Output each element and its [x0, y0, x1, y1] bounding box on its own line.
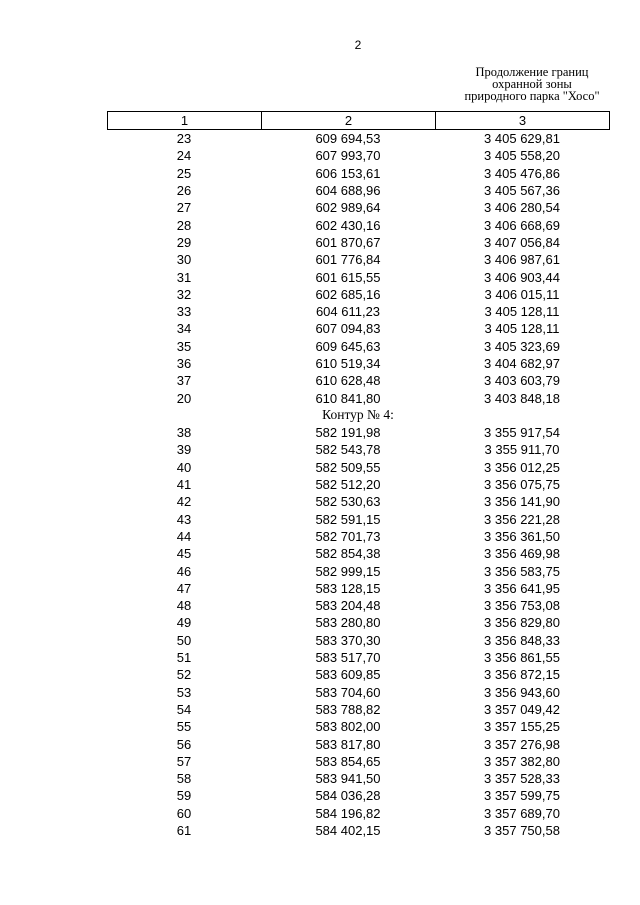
coordinate-x: 606 153,61: [315, 165, 381, 181]
coordinate-y: 3 405 567,36: [484, 183, 560, 199]
coordinate-y: 3 406 668,69: [484, 217, 560, 233]
point-number: 44: [176, 528, 192, 544]
coordinate-x: 607 094,83: [315, 321, 381, 337]
table-row: [107, 147, 609, 164]
coordinate-x: 609 694,53: [315, 131, 381, 147]
table-row: [107, 389, 609, 406]
coordinate-y: 3 406 015,11: [484, 286, 560, 302]
point-number: 35: [176, 338, 192, 354]
coordinate-x: 610 841,80: [315, 390, 381, 406]
table-row: [107, 493, 609, 510]
point-number: 56: [176, 736, 192, 752]
point-number: 24: [176, 148, 192, 164]
coordinate-x: 584 036,28: [315, 788, 381, 804]
table-row: [107, 165, 609, 182]
coordinate-y: 3 405 558,20: [484, 148, 560, 164]
table-row: [107, 372, 609, 389]
coordinate-y: 3 405 128,11: [484, 304, 560, 320]
point-number: 54: [176, 701, 192, 717]
coordinate-x: 582 191,98: [315, 425, 381, 441]
point-number: 26: [176, 183, 192, 199]
caption-line-3: природного парка "Хосо": [464, 89, 600, 103]
coordinate-y: 3 357 689,70: [484, 805, 560, 821]
coordinate-y: 3 356 829,80: [484, 615, 560, 631]
coordinate-y: 3 356 861,55: [484, 650, 560, 666]
coordinate-x: 601 776,84: [315, 252, 381, 268]
point-number: 41: [176, 477, 192, 493]
coordinate-x: 583 280,80: [315, 615, 381, 631]
point-number: 39: [176, 442, 192, 458]
coordinate-x: 601 870,67: [315, 234, 381, 250]
point-number: 38: [176, 425, 192, 441]
point-number: 59: [176, 788, 192, 804]
coordinate-x: 602 685,16: [315, 286, 381, 302]
coordinate-x: 610 628,48: [315, 373, 381, 389]
table-row: [107, 822, 609, 839]
coordinate-x: 601 615,55: [315, 269, 381, 285]
point-number: 51: [176, 650, 192, 666]
caption-line-1: Продолжение границ: [475, 65, 589, 79]
coordinate-y: 3 357 528,33: [484, 771, 560, 787]
coordinate-y: 3 357 049,42: [484, 701, 560, 717]
coordinate-y: 3 406 987,61: [484, 252, 560, 268]
table-row: [107, 528, 609, 545]
column-header-y: 3: [436, 112, 610, 130]
coordinate-x: 583 204,48: [315, 598, 381, 614]
coordinate-y: 3 355 911,70: [484, 442, 560, 458]
coordinate-x: 583 517,70: [315, 650, 381, 666]
coordinate-x: 584 196,82: [315, 805, 381, 821]
table-row: [107, 649, 609, 666]
coordinate-x: 583 802,00: [315, 719, 381, 735]
coordinate-x: 582 509,55: [315, 459, 381, 475]
coordinate-y: 3 356 753,08: [484, 598, 560, 614]
coordinate-y: 3 403 848,18: [484, 390, 560, 406]
point-number: 49: [176, 615, 192, 631]
coordinate-y: 3 356 848,33: [484, 632, 560, 648]
table-row: [107, 562, 609, 579]
table-row: [107, 355, 609, 372]
table-row: [107, 597, 609, 614]
coordinate-y: 3 405 629,81: [484, 131, 560, 147]
table-row: [107, 268, 609, 285]
coordinate-x: 609 645,63: [315, 338, 381, 354]
table-row: [107, 338, 609, 355]
coordinate-x: 583 609,85: [315, 667, 381, 683]
coordinate-y: 3 356 141,90: [484, 494, 560, 510]
coordinate-x: 610 519,34: [315, 356, 381, 371]
point-number: 45: [176, 546, 192, 562]
coordinate-y: 3 357 750,58: [484, 823, 560, 839]
coordinate-y: 3 407 056,84: [484, 234, 560, 250]
coordinate-x: 582 701,73: [315, 528, 381, 544]
point-number: 29: [176, 234, 192, 250]
point-number: 25: [176, 165, 192, 181]
point-number: 20: [176, 390, 192, 406]
table-row: [107, 580, 609, 597]
coordinate-y: 3 356 872,15: [484, 667, 560, 683]
coordinate-y: 3 356 221,28: [484, 511, 560, 527]
table-row: [107, 805, 609, 822]
table-row: [107, 753, 609, 770]
table-row: [107, 770, 609, 787]
coordinate-x: 602 430,16: [315, 217, 381, 233]
table-caption: [456, 66, 608, 102]
table-row: [107, 511, 609, 528]
coordinate-y: 3 405 323,69: [484, 338, 560, 354]
coordinate-x: 583 854,65: [315, 753, 381, 769]
point-number: 46: [176, 563, 192, 579]
point-number: 36: [176, 356, 192, 371]
coordinate-y: 3 406 903,44: [484, 269, 560, 285]
table-row: [107, 182, 609, 199]
point-number: 23: [176, 131, 192, 147]
coordinate-x: 582 543,78: [315, 442, 381, 458]
coordinate-y: 3 356 469,98: [484, 546, 560, 562]
table-row: [107, 286, 609, 303]
table-row: [107, 545, 609, 562]
coordinate-y: 3 357 599,75: [484, 788, 560, 804]
coordinate-y: 3 406 280,54: [484, 200, 560, 216]
table-row: [107, 701, 609, 718]
table-row: [107, 614, 609, 631]
point-number: 27: [176, 200, 192, 216]
table-row: [107, 234, 609, 251]
point-number: 40: [176, 459, 192, 475]
point-number: 48: [176, 598, 192, 614]
coordinate-x: 607 993,70: [315, 148, 381, 164]
point-number: 43: [176, 511, 192, 527]
coordinate-x: 583 817,80: [315, 736, 381, 752]
table-row: [107, 459, 609, 476]
table-row: [107, 251, 609, 268]
point-number: 34: [176, 321, 192, 337]
coordinate-y: 3 356 943,60: [484, 684, 560, 700]
coordinate-y: 3 356 012,25: [484, 459, 560, 475]
table-row: [107, 216, 609, 233]
point-number: 55: [176, 719, 192, 735]
point-number: 57: [176, 753, 192, 769]
coordinate-y: 3 357 155,25: [484, 719, 560, 735]
table-row: [107, 476, 609, 493]
header-row: [108, 112, 610, 130]
point-number: 53: [176, 684, 192, 700]
table-row: [107, 684, 609, 701]
coordinate-rows: [107, 130, 609, 839]
coordinate-y: 3 357 382,80: [484, 753, 560, 769]
point-number: 42: [176, 494, 192, 510]
point-number: 47: [176, 580, 192, 596]
contour-label: Контур № 4:: [322, 407, 394, 423]
coordinate-y: 3 356 361,50: [484, 528, 560, 544]
coordinate-x: 584 402,15: [315, 823, 381, 839]
table-row: [107, 424, 609, 441]
page-number: 2: [354, 38, 362, 52]
point-number: 33: [176, 304, 192, 320]
point-number: 60: [176, 805, 192, 821]
table-row: [107, 718, 609, 735]
table-row: [107, 632, 609, 649]
point-number: 28: [176, 217, 192, 233]
table-row: [107, 441, 609, 458]
coordinate-y: 3 357 276,98: [484, 736, 560, 752]
column-header-point: 1: [108, 112, 262, 130]
table-header: [107, 111, 610, 130]
coordinate-x: 583 704,60: [315, 684, 381, 700]
table-row: [107, 303, 609, 320]
coordinate-y: 3 404 682,97: [484, 356, 560, 371]
coordinate-x: 583 370,30: [315, 632, 381, 648]
table-row: [107, 130, 609, 147]
coordinate-x: 583 128,15: [315, 580, 381, 596]
caption-line-2: охранной зоны: [492, 77, 572, 91]
point-number: 32: [176, 286, 192, 302]
coordinate-x: 582 512,20: [315, 477, 381, 493]
coordinate-y: 3 356 641,95: [484, 580, 560, 596]
coordinate-y: 3 356 583,75: [484, 563, 560, 579]
coordinate-y: 3 355 917,54: [484, 425, 560, 441]
point-number: 61: [176, 823, 192, 839]
point-number: 31: [176, 269, 192, 285]
point-number: 30: [176, 252, 192, 268]
point-number: 52: [176, 667, 192, 683]
table-row: [107, 735, 609, 752]
table-row: [107, 199, 609, 216]
coordinate-y: 3 403 603,79: [484, 373, 560, 389]
point-number: 50: [176, 632, 192, 648]
coordinate-x: 604 688,96: [315, 183, 381, 199]
coordinate-y: 3 356 075,75: [484, 477, 560, 493]
coordinate-x: 602 989,64: [315, 200, 381, 216]
coordinate-x: 583 941,50: [315, 771, 381, 787]
coordinate-y: 3 405 128,11: [484, 321, 560, 337]
coordinate-x: 582 530,63: [315, 494, 381, 510]
column-header-x: 2: [262, 112, 436, 130]
table-row: [107, 320, 609, 337]
coordinate-x: 582 854,38: [315, 546, 381, 562]
point-number: 58: [176, 771, 192, 787]
coordinate-y: 3 405 476,86: [484, 165, 560, 181]
coordinate-x: 582 999,15: [315, 563, 381, 579]
coordinate-x: 604 611,23: [315, 304, 381, 320]
coordinate-x: 582 591,15: [315, 511, 381, 527]
point-number: 37: [176, 373, 192, 389]
table-row: [107, 666, 609, 683]
coordinate-x: 583 788,82: [315, 701, 381, 717]
table-row: [107, 787, 609, 804]
